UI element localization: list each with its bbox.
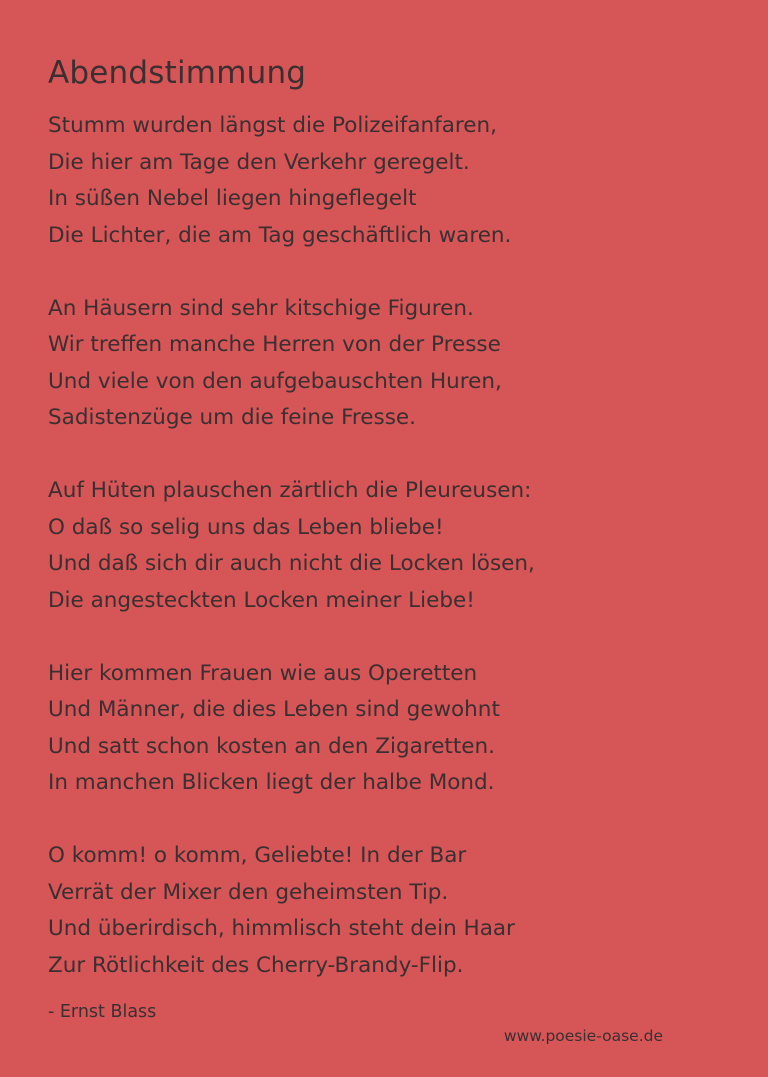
stanza (48, 108, 738, 254)
poem-line: Hier kommen Frauen wie aus Operetten (48, 660, 478, 686)
poem-line: In süßen Nebel liegen hingeflegelt (48, 186, 417, 211)
poem-line: Wir treffen manche Herren von der Presse (48, 332, 501, 357)
poem-line: Und viele von den aufgebauschten Huren, (48, 368, 502, 394)
poem-title: Abendstimmung (48, 55, 307, 91)
poem-line: Zur Rötlichkeit des Cherry-Brandy-Flip. (48, 952, 464, 978)
poem-line: An Häusern sind sehr kitschige Figuren. (48, 295, 474, 321)
stanza (48, 291, 738, 437)
poem-line: Verrät der Mixer den geheimsten Tip. (48, 879, 449, 905)
poem-line: Die angesteckten Locken meiner Liebe! (48, 587, 475, 613)
stanza (48, 656, 738, 802)
website-link[interactable]: www.poesie-oase.de (503, 1027, 663, 1045)
poem-line: O komm! o komm, Geliebte! In der Bar (48, 843, 467, 868)
poem-line: O daß so selig uns das Leben bliebe! (48, 514, 444, 540)
poem-line: Auf Hüten plauschen zärtlich die Pleureusen: (48, 478, 532, 503)
poem-line: Und satt schon kosten an den Zigaretten. (48, 733, 495, 759)
poem-line: Stumm wurden längst die Polizeifanfaren, (48, 113, 497, 138)
stanza (48, 838, 738, 984)
poem-line: Und daß sich dir auch nicht die Locken lösen, (48, 551, 535, 576)
poem-author: - Ernst Blass (48, 1002, 157, 1022)
poem-body (48, 108, 738, 1021)
poem-line: In manchen Blicken liegt der halbe Mond. (48, 770, 495, 795)
stanza (48, 473, 738, 619)
poem-line: Die Lichter, die am Tag geschäftlich waren. (48, 222, 512, 248)
poem-line: Und Männer, die dies Leben sind gewohnt (48, 697, 500, 722)
poem-line: Die hier am Tage den Verkehr geregelt. (48, 149, 470, 175)
poem-line: Und überirdisch, himmlisch steht dein Haar (48, 916, 515, 941)
poem-line: Sadistenzüge um die feine Fresse. (48, 405, 416, 430)
